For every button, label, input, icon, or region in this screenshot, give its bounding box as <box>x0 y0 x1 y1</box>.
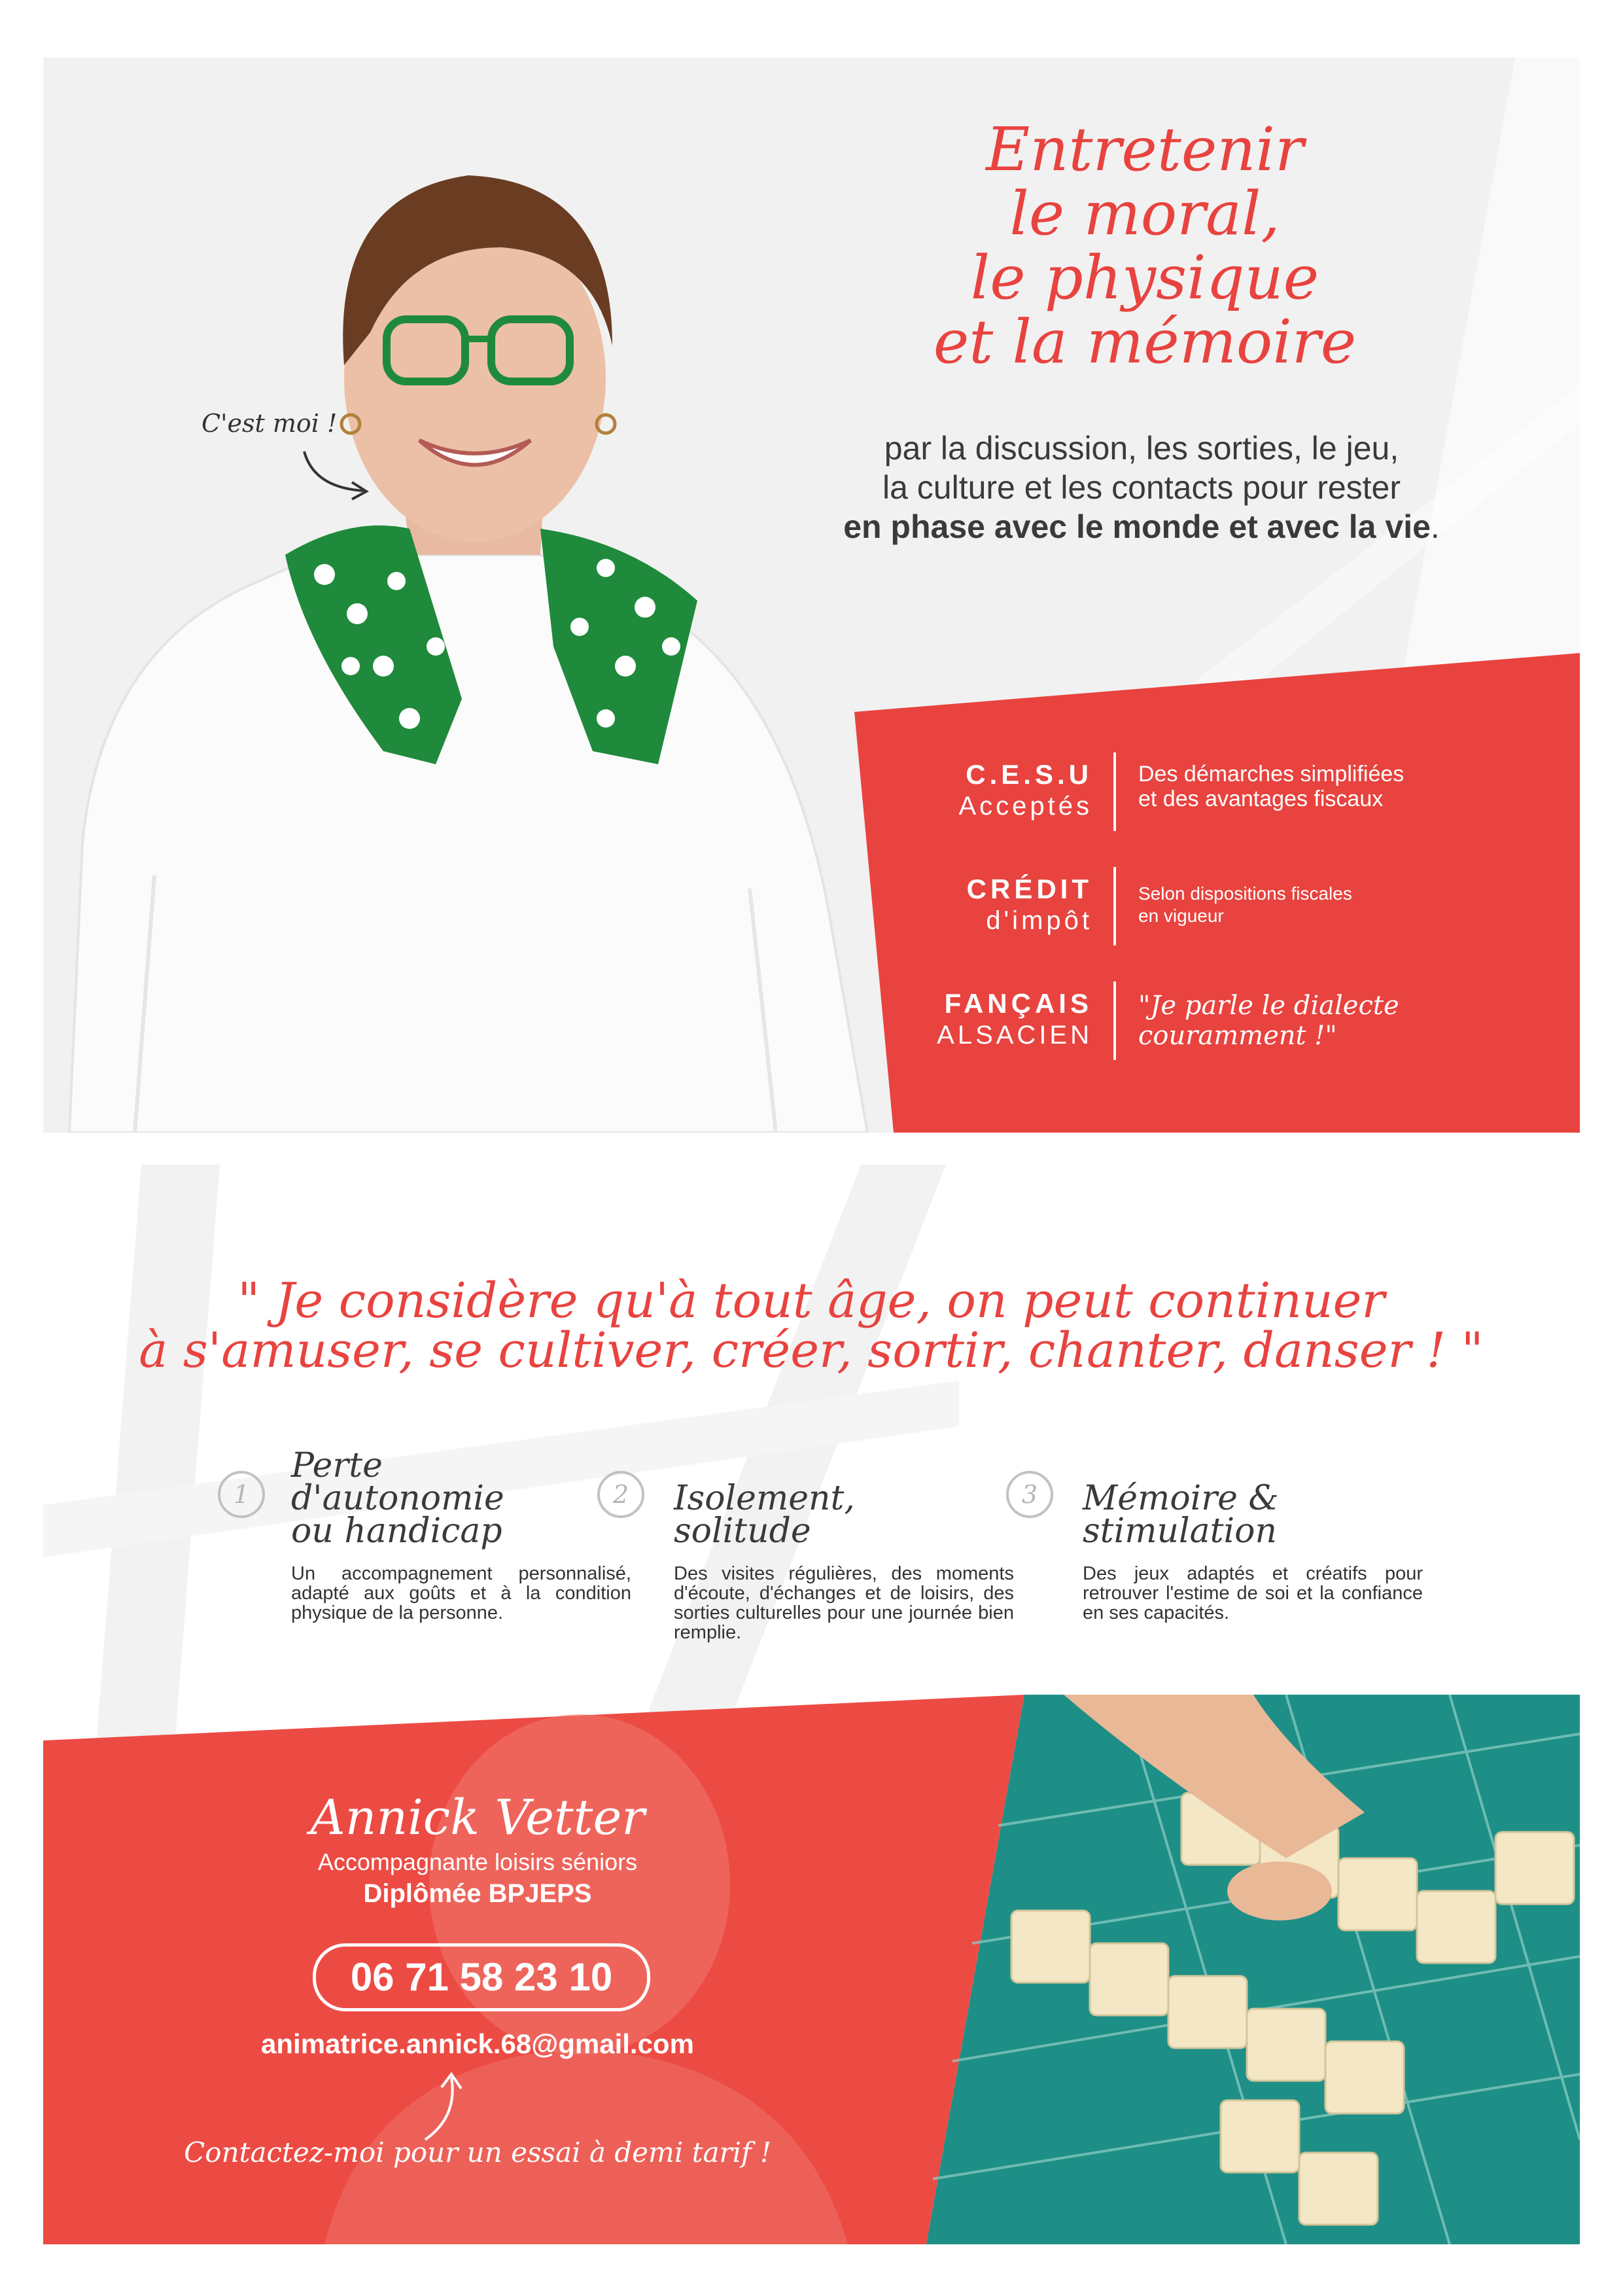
headline-line: le physique <box>970 243 1319 313</box>
divider <box>1113 752 1116 831</box>
item-title: solitude <box>674 1511 811 1551</box>
call-to-action: Contactez-moi pour un essai à demi tarif ! <box>184 2136 771 2168</box>
feature-desc: "Je parle le dialecte <box>1138 991 1399 1021</box>
subtext-line: par la discussion, les sorties, le jeu, <box>884 430 1399 467</box>
feature-desc: Selon dispositions fiscales <box>1138 883 1352 904</box>
subtext-line: en phase avec le monde et avec la vie. <box>843 508 1440 545</box>
cest-moi-note: C'est moi ! <box>201 409 338 438</box>
feature-title: CRÉDIT <box>966 874 1092 904</box>
item-title: Isolement, <box>674 1479 855 1518</box>
feature-desc: en vigueur <box>1138 906 1224 926</box>
number-circle-icon <box>595 1469 646 1520</box>
item-title: Mémoire & <box>1083 1479 1279 1518</box>
phone-number[interactable]: 06 71 58 23 10 <box>313 1943 650 2011</box>
subtext-emphasis: en phase avec le monde et avec la vie <box>843 508 1431 545</box>
item-number: 2 <box>612 1480 629 1509</box>
number-circle-icon <box>1004 1469 1055 1520</box>
item-description: Des jeux adaptés et créatifs pour retrouver l'estime de soi et la confiance en ses capacités. <box>1083 1563 1423 1623</box>
number-circle-icon <box>216 1469 267 1520</box>
contact-name: Annick Vetter <box>310 1790 645 1846</box>
headline <box>850 115 1439 377</box>
feature-desc: Des démarches simplifiées <box>1138 762 1405 786</box>
watermark-logo <box>43 1165 1580 1754</box>
headline-line: Entretenir <box>986 115 1304 185</box>
item-title: d'autonomie <box>291 1479 504 1518</box>
item-description: Des visites régulières, des moments d'écoute, d'échanges et de loisirs, des sorties culturelles pour une journée bien remplie. <box>674 1563 1014 1643</box>
contact-role: Accompagnante loisirs séniors <box>317 1848 638 1875</box>
subtext-line: la culture et les contacts pour rester <box>882 469 1401 506</box>
quote-line: à s'amuser, se cultiver, créer, sortir, chanter, danser ! " <box>139 1322 1484 1379</box>
feature-title: C.E.S.U <box>966 759 1092 790</box>
feature-desc: et des avantages fiscaux <box>1138 786 1384 811</box>
item-title: ou handicap <box>291 1511 502 1551</box>
email-address[interactable]: animatrice.annick.68@gmail.com <box>261 2028 694 2059</box>
feature-desc: couramment !" <box>1138 1021 1337 1051</box>
feature-title: FANÇAIS <box>944 988 1092 1019</box>
quote-line: " Je considère qu'à tout âge, on peut continuer <box>237 1273 1385 1329</box>
curved-arrow-icon <box>419 2071 471 2143</box>
item-description: Un accompagnement personnalisé, adapté aux goûts et à la condition physique de la personne. <box>291 1563 631 1623</box>
subtext <box>785 429 1498 546</box>
quote <box>85 1273 1537 1379</box>
headline-line: le moral, <box>1009 179 1280 249</box>
curved-arrow-icon <box>301 448 373 504</box>
headline-line: et la mémoire <box>933 307 1357 377</box>
item-number: 1 <box>233 1480 250 1509</box>
item-number: 3 <box>1021 1480 1038 1509</box>
feature-alsacien <box>831 988 1511 1086</box>
divider <box>1113 981 1116 1060</box>
feature-credit <box>831 874 1511 972</box>
feature-subtitle: Acceptés <box>958 792 1092 821</box>
feature-subtitle: ALSACIEN <box>937 1021 1092 1050</box>
feature-subtitle: d'impôt <box>986 906 1092 935</box>
feature-cesu <box>831 759 1511 857</box>
divider <box>1113 867 1116 945</box>
contact-diploma: Diplômée BPJEPS <box>363 1879 592 1908</box>
item-title: Perte <box>291 1446 383 1485</box>
item-title: stimulation <box>1083 1511 1277 1551</box>
